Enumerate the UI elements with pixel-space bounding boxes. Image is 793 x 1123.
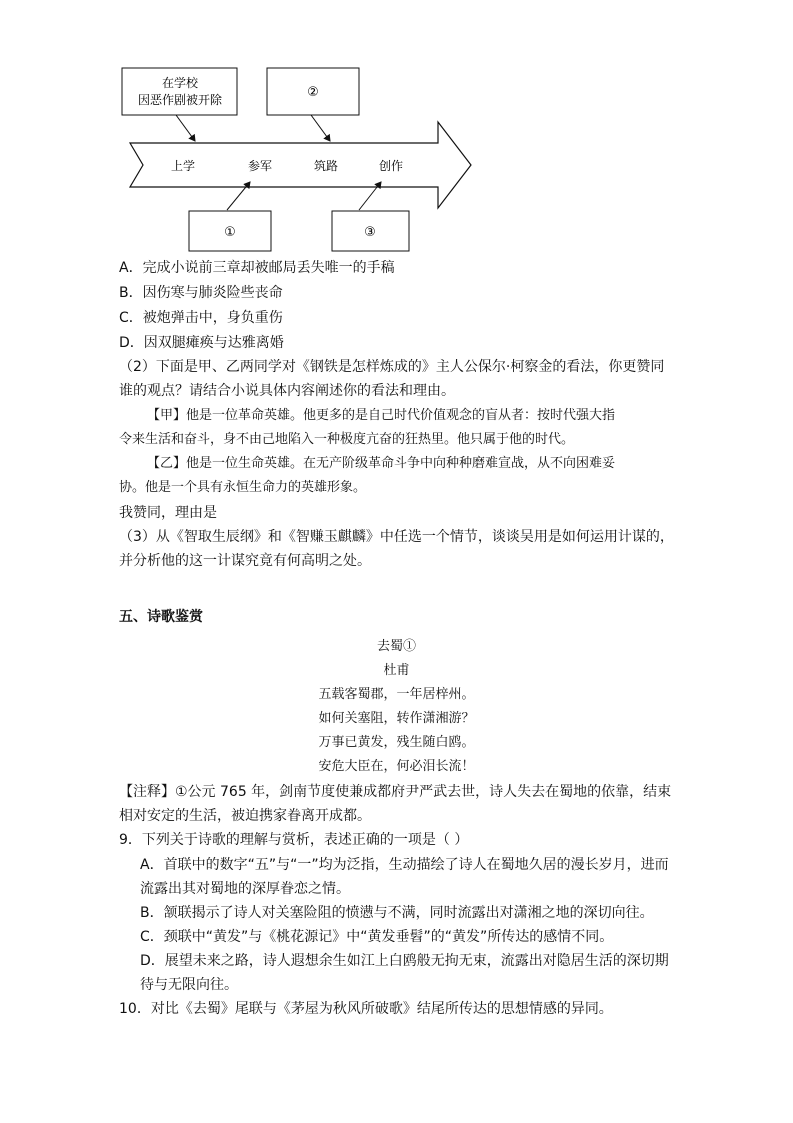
stage-label-school: 上学 bbox=[170, 159, 196, 173]
q3-line1: （3）从《智取生辰纲》和《智赚玉麒麟》中任选一个情节，谈谈吴用是如何运用计谋的， bbox=[119, 529, 674, 545]
option-a: A．完成小说前三章却被邮局丢失唯一的手稿 bbox=[119, 260, 395, 276]
poem-title: 去蜀① bbox=[376, 639, 416, 654]
q2-answer-prompt: 我赞同，理由是 bbox=[119, 505, 217, 521]
q9-option-d-line1: D．展望未来之路，诗人遐想余生如江上白鸥般无拘无束，流露出对隐居生活的深切期 bbox=[140, 953, 669, 969]
note-line1: 【注释】①公元 765 年，剑南节度使兼成都府尹严武去世，诗人失去在蜀地的依靠，结束 bbox=[119, 784, 672, 800]
event-box-1-label: ① bbox=[224, 225, 236, 240]
poem-line-4: 安危大臣在，何必泪长流！ bbox=[318, 759, 475, 774]
timeline-diagram bbox=[0, 0, 793, 260]
connector-2 bbox=[311, 115, 330, 141]
section-heading: 五、诗歌鉴赏 bbox=[119, 609, 203, 625]
option-d: D．因双腿瘫痪与达雅离婚 bbox=[119, 335, 284, 351]
event-box-3-label: ③ bbox=[364, 225, 376, 240]
poem-line-2: 如何关塞阻，转作潇湘游？ bbox=[318, 711, 475, 726]
q9-option-b: B．颔联揭示了诗人对关塞险阻的愤懑与不满，同时流露出对潇湘之地的深切向往。 bbox=[140, 905, 654, 921]
q9-option-d-line2: 待与无限向往。 bbox=[140, 977, 238, 993]
q2-line1: （2）下面是甲、乙两同学对《钢铁是怎样炼成的》主人公保尔·柯察金的看法，你更赞同 bbox=[119, 359, 665, 375]
poem-line-1: 五载客蜀郡，一年居梓州。 bbox=[318, 687, 475, 702]
q9-stem: 9．下列关于诗歌的理解与赏析，表述正确的一项是（ ） bbox=[119, 832, 469, 848]
q10: 10．对比《去蜀》尾联与《茅屋为秋风所破歌》结尾所传达的思想情感的异同。 bbox=[119, 1001, 613, 1017]
connector-expelled bbox=[176, 115, 195, 141]
q9-option-c: C．颈联中“黄发”与《桃花源记》中“黄发垂髫”的“黄发”所传达的感情不同。 bbox=[140, 929, 614, 945]
event-box-expelled-line2: 因恶作剧被开除 bbox=[137, 93, 223, 107]
stage-label-railway: 筑路 bbox=[313, 159, 339, 173]
q2-yi-line1: 【乙】他是一位生命英雄。在无产阶级革命斗争中向种种磨难宣战，从不向困难妥 bbox=[147, 456, 616, 471]
stage-label-writing: 创作 bbox=[378, 159, 404, 173]
q2-jia-line1: 【甲】他是一位革命英雄。他更多的是自己时代价值观念的盲从者：按时代强大指 bbox=[147, 408, 616, 423]
q9-option-a-line1: A．首联中的数字“五”与“一”均为泛指，生动描绘了诗人在蜀地久居的漫长岁月，进而 bbox=[140, 857, 669, 873]
q3-line2: 并分析他的这一计谋究竟有何高明之处。 bbox=[119, 553, 371, 569]
q2-line2: 谁的观点？请结合小说具体内容阐述你的看法和理由。 bbox=[119, 383, 455, 399]
q9-option-a-line2: 流露出其对蜀地的深厚眷恋之情。 bbox=[140, 881, 350, 897]
option-c: C．被炮弹击中，身负重伤 bbox=[119, 310, 283, 326]
note-line2: 相对安定的生活，被迫携家眷离开成都。 bbox=[119, 808, 371, 824]
q2-jia-line2: 令来生活和奋斗，身不由己地陷入一种极度亢奋的狂热里。他只属于他的时代。 bbox=[119, 432, 575, 447]
poem-line-3: 万事已黄发，残生随白鸥。 bbox=[318, 735, 475, 750]
poem-author: 杜甫 bbox=[383, 663, 410, 678]
option-b: B．因伤寒与肺炎险些丧命 bbox=[119, 285, 283, 301]
event-box-2-label: ② bbox=[307, 85, 319, 100]
q2-yi-line2: 协。他是一个具有永恒生命力的英雄形象。 bbox=[119, 480, 367, 495]
stage-label-army: 参军 bbox=[247, 159, 273, 173]
event-box-expelled-line1: 在学校 bbox=[161, 76, 199, 90]
